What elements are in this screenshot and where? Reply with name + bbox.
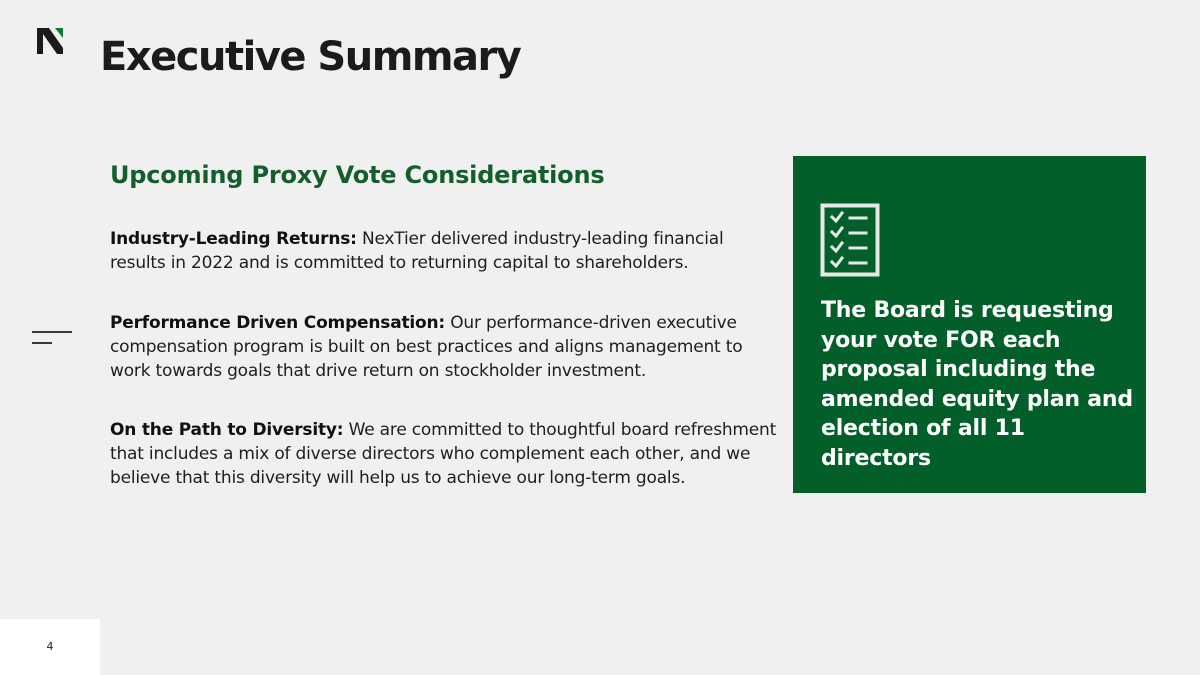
paragraph-compensation [110,311,780,383]
paragraph-body: NexTier delivered industry-leading financial results in 2022 and is committed to returning capital to shareholders. [110,229,724,273]
page-number: 4 [46,640,54,653]
paragraph-heading: Industry-Leading Returns: [110,229,357,249]
paragraph-body: We are committed to thoughtful board refreshment that includes a mix of diverse directors who complement each other, and we believe that this diversity will help us to achieve our long-term goals. [110,420,777,488]
page-number-box [0,619,100,675]
nextier-logo-icon [37,28,63,54]
page-title: Executive Summary [100,34,521,80]
decorative-line [32,342,52,344]
paragraph-body: Our performance-driven executive compensation program is built on best practices and aligns management to work towards goals that drive return on stockholder investment. [110,313,743,381]
section-subtitle: Upcoming Proxy Vote Considerations [110,161,605,189]
paragraph-heading: On the Path to Diversity: [110,420,344,440]
callout-text: The Board is requesting your vote FOR each proposal including the amended equity plan and election of all 11 directors [821,298,1133,471]
board-vote-callout [793,156,1146,493]
paragraph-diversity [110,418,780,490]
decorative-line [32,331,72,333]
checklist-icon [820,203,880,277]
paragraph-heading: Performance Driven Compensation: [110,313,445,333]
paragraph-returns [110,227,780,275]
